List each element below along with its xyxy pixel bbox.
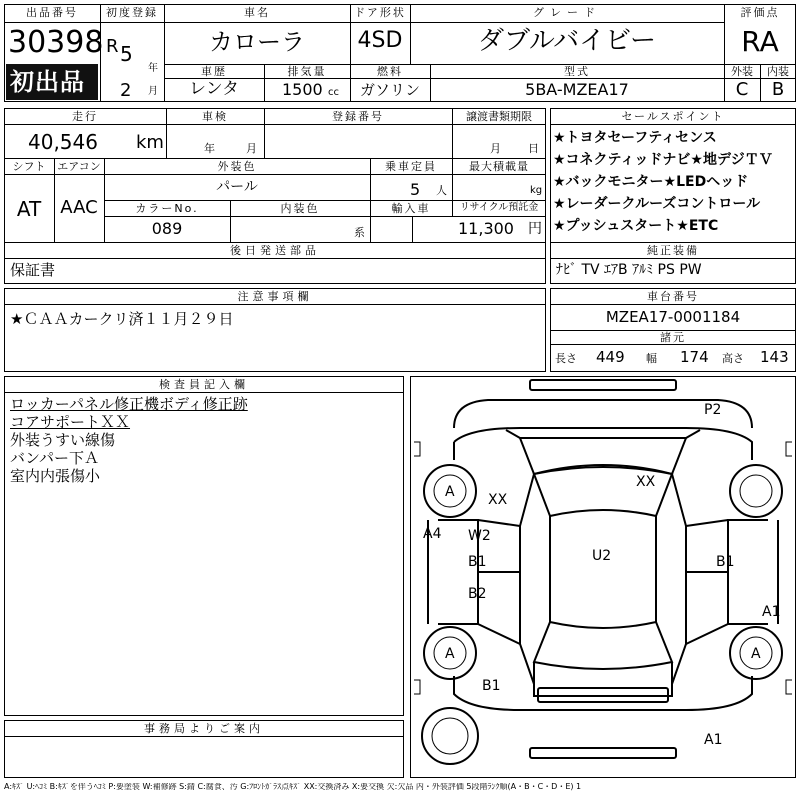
recycle-label: リサイクル預託金 <box>459 202 539 213</box>
later-parts-label: 後日発送部品 <box>230 244 320 257</box>
first-reg-label: 初度登録 <box>106 6 158 19</box>
inspection-label: 車検 <box>202 110 228 123</box>
month-unit: 月 <box>148 86 158 97</box>
transfer-label: 譲渡書類期限 <box>466 110 532 123</box>
int-label: 内装 <box>767 65 789 78</box>
mark-a-fl: A <box>445 484 455 500</box>
ext-score: C <box>735 79 749 100</box>
sales-points-label: セールスポイント <box>621 110 725 123</box>
ac-label: エアコン <box>57 160 101 173</box>
mark-b2: B2 <box>468 586 487 602</box>
sales-point-2: ★コネクティッドナビ★地デジＴＶ <box>553 152 773 168</box>
mark-b1-r: B1 <box>716 554 735 570</box>
reg-month: 2 <box>120 80 132 101</box>
sales-point-3: ★バックモニター★LEDヘッド <box>553 174 749 190</box>
ext-color-label: 外装色 <box>217 160 257 173</box>
ac: AAC <box>60 197 98 218</box>
car-name-label: 車名 <box>244 6 270 19</box>
sales-point-5: ★プッシュスタート★ETC <box>553 218 719 234</box>
fuel: ガソリン <box>359 81 420 99</box>
inspector-label: 検査員記入欄 <box>159 378 249 391</box>
displacement-label: 排気量 <box>287 65 327 78</box>
mark-a-rr: A <box>751 646 761 662</box>
displacement: 1500 <box>282 80 323 99</box>
history-label: 車歴 <box>201 65 227 78</box>
ext-label: 外装 <box>731 65 753 78</box>
mark-u2: U2 <box>592 548 612 564</box>
car-name: カローラ <box>209 28 305 56</box>
mark-w2: W2 <box>468 528 491 544</box>
width-label: 幅 <box>646 352 657 365</box>
shift-label: シフト <box>12 160 46 173</box>
first-listing-text: 初出品 <box>10 68 85 96</box>
import-label: 輸入車 <box>391 202 431 215</box>
capacity-unit: 人 <box>436 184 447 197</box>
sales-point-4: ★レーダークルーズコントロール <box>553 196 761 212</box>
equipment-label: 純正装備 <box>647 244 699 257</box>
model: 5BA-MZEA17 <box>525 80 629 99</box>
inspector-line-2: コアサポートＸＸ <box>10 413 131 431</box>
reg-no-label: 登録番号 <box>332 110 384 123</box>
chassis-value: MZEA17-0001184 <box>605 308 741 326</box>
sales-point-1: ★トヨタセーフティセンス <box>553 130 717 146</box>
recycle-unit: 円 <box>528 221 542 237</box>
year-unit: 年 <box>148 63 158 74</box>
color-no-label: カラーNo. <box>135 202 199 215</box>
model-label: 型式 <box>564 65 590 78</box>
recycle: 11,300 <box>458 219 514 238</box>
inspector-line-5: 室内内張傷小 <box>10 467 101 485</box>
mark-b1-rear: B1 <box>482 678 501 694</box>
load-unit: kg <box>530 185 543 196</box>
displacement-unit: cc <box>328 87 339 98</box>
mark-a-rl: A <box>445 646 455 662</box>
door-label: ドア形状 <box>354 6 406 19</box>
int-score: B <box>771 79 785 100</box>
width-value: 174 <box>680 348 709 366</box>
int-color-label: 内装色 <box>280 202 320 215</box>
mark-xx-right: XX <box>636 474 656 490</box>
mark-a1-bottom: A1 <box>704 732 723 748</box>
door-type: 4SD <box>357 28 403 53</box>
inspector-line-1: ロッカーパネル修正機ボディ修正跡 <box>10 395 248 413</box>
reg-year: 5 <box>120 42 133 66</box>
inspector-line-4: バンパー下Ａ <box>10 449 99 467</box>
load-label: 最大積載量 <box>469 160 529 173</box>
height-label: 高さ <box>722 352 744 365</box>
mileage-label: 走行 <box>72 110 98 123</box>
mark-p2: P2 <box>704 402 722 418</box>
dims-label: 諸元 <box>660 331 686 344</box>
fuel-label: 燃料 <box>377 65 403 78</box>
mark-a4: A4 <box>423 526 442 542</box>
inspector-line-3: 外装うすい線傷 <box>10 431 116 449</box>
car-diagram <box>410 376 796 778</box>
footer-legend: A:ｷｽﾞ U:ﾍｺﾐ B:ｷｽﾞを伴うﾍｺﾐ P:要塗装 W:補修跡 S:錆 C:腐食、汚 G:ﾌﾛﾝﾄｶﾞﾗｽ点ｷｽﾞ XX:交換済み X:要交換 欠:欠品 内・外装評価 5段階ﾗﾝｸ順(A・B・C・D・E) 1 <box>4 783 582 791</box>
length-label: 長さ <box>555 352 577 365</box>
score-label: 評価点 <box>740 6 780 19</box>
era: R <box>106 36 119 57</box>
mark-b1-l: B1 <box>468 554 487 570</box>
chassis-label: 車台番号 <box>647 290 699 303</box>
int-color-unit: 系 <box>354 226 365 239</box>
office-label: 事務局よりご案内 <box>144 722 264 735</box>
mark-xx-left: XX <box>488 492 508 508</box>
inspection-month-unit: 月 <box>246 142 257 155</box>
color-no: 089 <box>151 219 183 238</box>
mileage: 40,546 <box>28 130 98 154</box>
later-parts: 保証書 <box>10 261 56 279</box>
transfer-month: 月 <box>490 142 501 155</box>
capacity: 5 <box>410 180 421 199</box>
score: RA <box>741 25 779 58</box>
ext-color: パール <box>216 179 258 195</box>
capacity-label: 乗車定員 <box>385 160 437 173</box>
inspection-year-unit: 年 <box>204 142 215 155</box>
transfer-day: 日 <box>528 142 539 155</box>
lot-label: 出品番号 <box>26 6 78 19</box>
grade: ダブルバイビー <box>477 26 657 56</box>
grade-label: グレード <box>533 6 601 19</box>
equipment-value: ﾅﾋﾞ TV ｴｱB ｱﾙﾐ PS PW <box>556 262 702 278</box>
length-value: 449 <box>596 348 625 366</box>
notes-value: ★ＣＡＡカークリ済１１月２９日 <box>10 310 234 328</box>
mileage-unit: km <box>136 132 164 153</box>
notes-label: 注意事項欄 <box>237 290 313 303</box>
lot-number: 30398 <box>8 25 104 60</box>
mark-a1-r: A1 <box>762 604 781 620</box>
height-value: 143 <box>760 348 789 366</box>
shift: AT <box>16 197 42 221</box>
history: レンタ <box>189 79 239 99</box>
